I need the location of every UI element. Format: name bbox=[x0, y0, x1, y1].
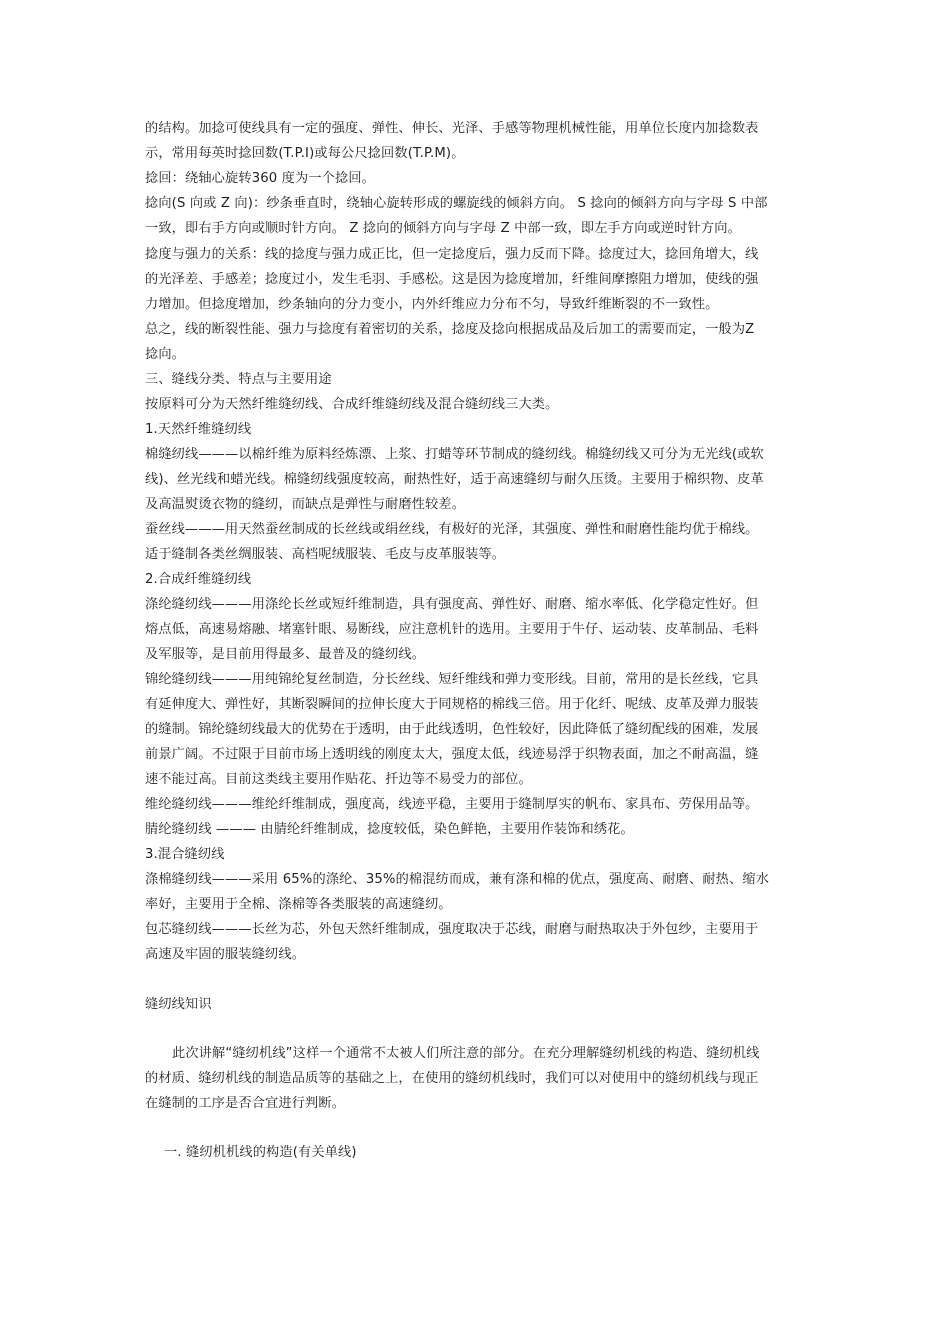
text-line: 一致，即右手方向或顺时针方向。 Z 捻向的倾斜方向与字母 Z 中部一致，即左手方向或逆时针方向。 bbox=[145, 221, 741, 236]
text-line: 及高温熨烫衣物的缝纫，而缺点是弹性与耐磨性较差。 bbox=[145, 497, 466, 512]
text-line: 按原料可分为天然纤维缝纫线、合成纤维缝纫线及混合缝纫线三大类。 bbox=[145, 397, 559, 412]
text-line: 涤纶缝纫线———用涤纶长丝或短纤维制造，具有强度高、弹性好、耐磨、缩水率低、化学稳定性好。但 bbox=[145, 597, 759, 612]
text-line: 涤棉缝纫线———采用 65%的涤纶、35%的棉混纺而成，兼有涤和棉的优点，强度高、耐磨、耐热、缩水 bbox=[145, 872, 770, 887]
text-line: 的光泽差、手感差；捻度过小，发生毛羽、手感松。这是因为捻度增加，纤维间摩擦阻力增加，使线的强 bbox=[145, 272, 759, 287]
text-line: 此次讲解“缝纫机线”这样一个通常不太被人们所注意的部分。在充分理解缝纫机线的构造、缝纫机线 bbox=[172, 1046, 760, 1061]
text-line: 线)、丝光线和蜡光线。棉缝纫线强度较高，耐热性好，适于高速缝纫与耐久压烫。主要用于棉织物、皮革 bbox=[145, 472, 764, 487]
document-title: 缝纫线知识 bbox=[145, 997, 212, 1012]
text-line: 的缝制。锦纶缝纫线最大的优势在于透明，由于此线透明，色性较好，因此降低了缝纫配线的困难，发展 bbox=[145, 722, 759, 737]
text-line: 在缝制的工序是否合宜进行判断。 bbox=[145, 1096, 346, 1111]
text-line: 蚕丝线———用天然蚕丝制成的长丝线或绢丝线，有极好的光泽，其强度、弹性和耐磨性能均优于棉线。 bbox=[145, 522, 759, 537]
subsection-heading: 2.合成纤维缝纫线 bbox=[145, 572, 252, 587]
text-line: 棉缝纫线———以棉纤维为原料经炼漂、上浆、打蜡等环节制成的缝纫线。棉缝纫线又可分为无光线(或软 bbox=[145, 447, 764, 462]
text-line: 捻向。 bbox=[145, 347, 186, 362]
text-line: 率好，主要用于全棉、涤棉等各类服装的高速缝纫。 bbox=[145, 897, 452, 912]
section-heading: 一. 缝纫机机线的构造(有关单线) bbox=[164, 1145, 357, 1160]
subsection-heading: 1.天然纤维缝纫线 bbox=[145, 422, 252, 437]
text-line: 腈纶缝纫线 ——— 由腈纶纤维制成，捻度较低，染色鲜艳，主要用作装饰和绣花。 bbox=[145, 822, 634, 837]
text-line: 捻度与强力的关系：线的捻度与强力成正比，但一定捻度后，强力反而下降。捻度过大，捻回角增大，线 bbox=[145, 247, 759, 262]
text-line: 包芯缝纫线———长丝为芯，外包天然纤维制成，强度取决于芯线，耐磨与耐热取决于外包纱，主要用于 bbox=[145, 922, 759, 937]
text-line: 总之，线的断裂性能、强力与捻度有着密切的关系，捻度及捻向根据成品及后加工的需要而定，一般为Z bbox=[145, 322, 755, 337]
text-line: 的结构。加捻可使线具有一定的强度、弹性、伸长、光泽、手感等物理机械性能，用单位长度内加捻数表 bbox=[145, 121, 759, 136]
section-heading: 三、缝线分类、特点与主要用途 bbox=[145, 372, 332, 387]
text-line: 及军服等，是目前用得最多、最普及的缝纫线。 bbox=[145, 647, 426, 662]
text-line: 的材质、缝纫机线的制造品质等的基础之上，在使用的缝纫机线时，我们可以对使用中的缝纫机线与现正 bbox=[145, 1071, 759, 1086]
text-line: 速不能过高。目前这类线主要用作贴花、扦边等不易受力的部位。 bbox=[145, 772, 532, 787]
text-line: 前景广阔。不过限于目前市场上透明线的刚度太大，强度太低，线迹易浮于织物表面，加之不耐高温，缝 bbox=[145, 747, 759, 762]
subsection-heading: 3.混合缝纫线 bbox=[145, 847, 225, 862]
text-line: 捻向(S 向或 Z 向)：纱条垂直时，绕轴心旋转形成的螺旋线的倾斜方向。 S 捻向的倾斜方向与字母 S 中部 bbox=[145, 196, 768, 211]
text-line: 有延伸度大、弹性好，其断裂瞬间的拉伸长度大于同规格的棉线三倍。用于化纤、呢绒、皮革及弹力服装 bbox=[145, 697, 759, 712]
text-line: 熔点低，高速易熔融、堵塞针眼、易断线，应注意机针的选用。主要用于牛仔、运动装、皮革制品、毛料 bbox=[145, 622, 759, 637]
text-line: 锦纶缝纫线———用纯锦纶复丝制造，分长丝线、短纤维线和弹力变形线。目前，常用的是长丝线，它具 bbox=[145, 672, 759, 687]
text-line: 力增加。但捻度增加，纱条轴向的分力变小，内外纤维应力分布不匀，导致纤维断裂的不一致性。 bbox=[145, 297, 719, 312]
text-line: 高速及牢固的服装缝纫线。 bbox=[145, 947, 306, 962]
text-line: 适于缝制各类丝绸服装、高档呢绒服装、毛皮与皮革服装等。 bbox=[145, 547, 506, 562]
text-line: 捻回：绕轴心旋转360 度为一个捻回。 bbox=[145, 171, 376, 186]
text-line: 维纶缝纫线———维纶纤维制成，强度高，线迹平稳，主要用于缝制厚实的帆布、家具布、劳保用品等。 bbox=[145, 797, 759, 812]
text-line: 示，常用每英时捻回数(T.P.I)或每公尺捻回数(T.P.M)。 bbox=[145, 146, 465, 161]
